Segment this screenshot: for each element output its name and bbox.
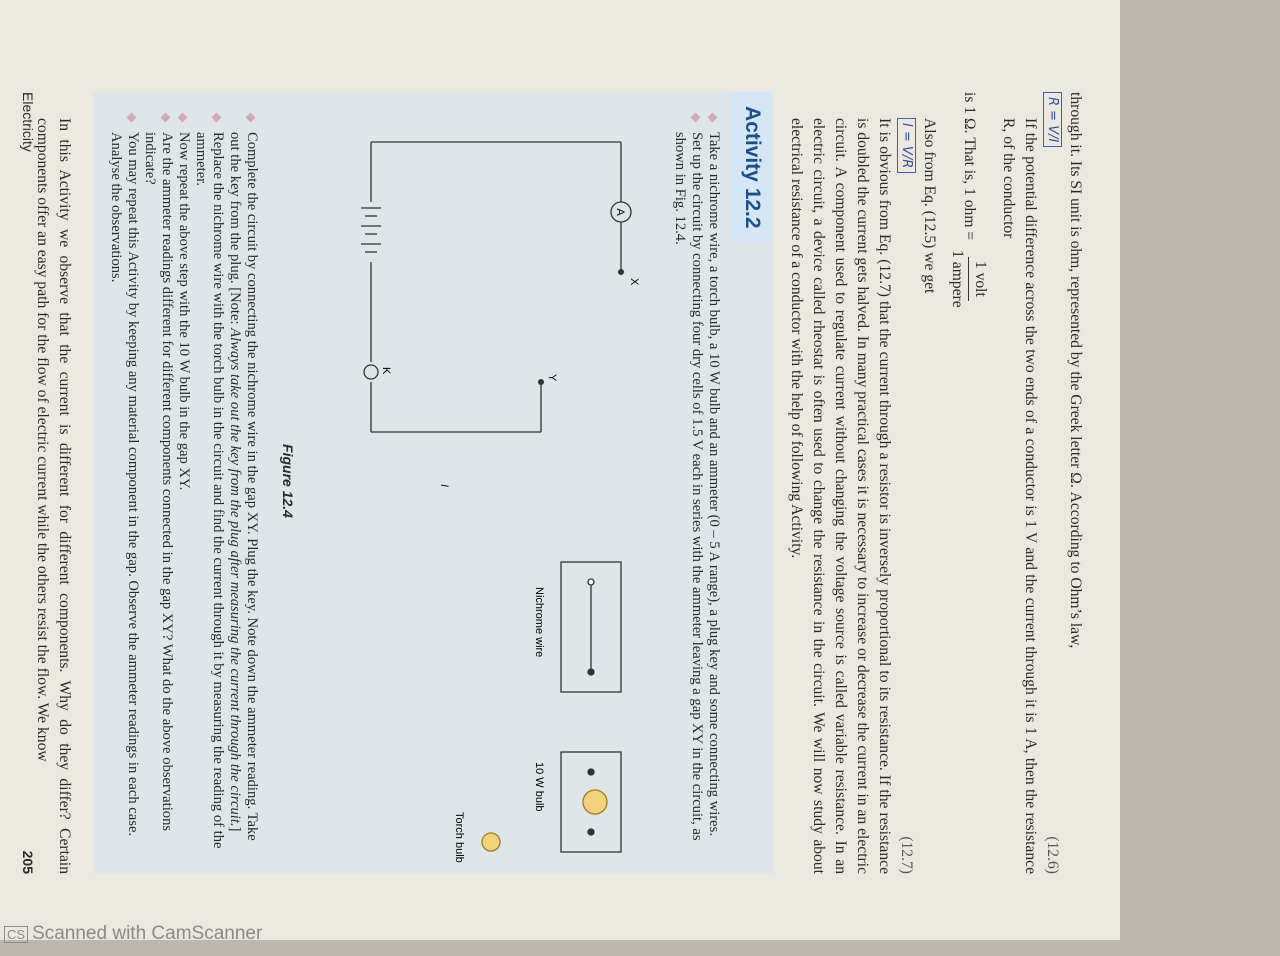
resistance-paragraph: It is obvious from Eq. (12.7) that the current through a resistor is inversely proportional to its resistance. If the resistance is doubled the current gets halved. In many practical cases it is necessary to increase or decrease the current in an electric circuit. A component used to regulate current without changing the voltage source is called variable resistance. In an electric circuit, a device called rheostat is often used to change the resistance in the circuit. We will now study about electrical resistance of a conductor with the help of following Activity. — [788, 118, 893, 874]
eq-number-12-6: (12.6) — [1044, 836, 1062, 874]
ohm-fraction — [946, 250, 991, 308]
activity-bullet-2: Set up the circuit by connecting four dry cells of 1.5 V each in series with the ammeter leaving a gap XY in the circuit, as shown in Fig. 12.4. — [671, 112, 705, 850]
activity-title: Activity 12.2 — [732, 92, 772, 243]
label-i: I — [438, 484, 450, 488]
nichrome-terminal-right — [588, 669, 594, 675]
potential-difference-paragraph: If the potential difference across the two ends of a conductor is 1 V and the current through it is 1 A, then the resistance R, of the conductor — [1000, 118, 1039, 874]
circuit-diagram — [301, 112, 661, 872]
closing-paragraph: In this Activity we observe that the current is different for different components. Why do they differ? Certain components offer an easy path for the flow of electric current while the others resist the flow. We know — [34, 118, 73, 874]
equation-12-6 — [1043, 92, 1062, 874]
activity-step-2: Replace the nichrome wire with the torch bulb in the circuit and find the current through it by measuring the reading of the ammeter. — [192, 112, 226, 850]
page-footer — [20, 92, 36, 874]
watermark-text: Scanned with CamScanner — [32, 923, 263, 944]
label-x: X — [628, 278, 640, 286]
bulb-terminal-right — [588, 829, 594, 835]
activity-step-1 — [226, 112, 260, 850]
ohm-definition — [946, 92, 991, 874]
eq-number-12-7: (12.7) — [898, 836, 916, 874]
ohms-law-handwritten: R = V/I — [1043, 92, 1062, 147]
footer-chapter: Electricity — [20, 92, 36, 152]
figure-caption: Figure 12.4 — [280, 444, 296, 518]
camscanner-badge-icon: CS — [4, 926, 28, 943]
torch-bulb-icon — [482, 833, 500, 851]
activity-step-5: You may repeat this Activity by keeping any material component in the gap. Observe the ammeter readings in each case. Analyse the observations. — [107, 112, 141, 850]
plug-key-symbol — [364, 365, 378, 379]
step-1-end: ] — [227, 826, 243, 832]
step-1-text: Complete the circuit by connecting the nichrome wire in the gap XY. Plug the key. Note down the ammeter reading. Take out the key from the plug. [Note: — [227, 132, 260, 841]
terminal-x — [618, 269, 624, 275]
fraction-denominator: 1 ampere — [949, 250, 966, 308]
label-nichrome: Nichrome wire — [533, 587, 545, 658]
equation-12-7 — [897, 92, 916, 874]
nichrome-terminal-left — [588, 579, 594, 585]
eq-12-5-paragraph: Also from Eq. (12.5) we get — [921, 118, 938, 294]
ohm-definition-text: is 1 Ω. That is, 1 ohm = — [960, 92, 978, 241]
terminal-y — [538, 379, 544, 385]
label-k: K — [380, 367, 392, 375]
bulb-terminal-left — [588, 769, 594, 775]
ammeter-label: A — [614, 208, 626, 216]
step-1-note: Always take out the key from the plug after measuring the current through the circuit. — [227, 328, 243, 827]
fraction-numerator: 1 volt — [968, 257, 991, 301]
label-y: Y — [546, 374, 558, 382]
activity-step-3: Now repeat the above step with the 10 W bulb in the gap XY. — [175, 112, 192, 850]
intro-text: through it. Its SI unit is ohm, represented by the Greek letter Ω. According to Ohm’s law, — [1067, 92, 1084, 649]
ten-watt-bulb-icon — [583, 790, 607, 814]
label-torch-bulb: Torch bulb — [453, 812, 465, 863]
intro-paragraph — [1064, 92, 1086, 874]
activity-step-4: Are the ammeter readings different for different components connected in the gap XY? What do the above observations indicate? — [141, 112, 175, 850]
camscanner-watermark — [4, 923, 262, 945]
label-10w-bulb: 10 W bulb — [533, 762, 545, 812]
figure-12-4 — [266, 112, 661, 863]
activity-bullet-1: Take a nichrome wire, a torch bulb, a 10 W bulb and an ammeter (0 – 5 A range), a plug key and some connecting wires. — [705, 112, 722, 850]
page-number: 205 — [20, 850, 36, 874]
current-equation-handwritten: I = V/R — [897, 118, 916, 173]
activity-box — [93, 92, 773, 874]
